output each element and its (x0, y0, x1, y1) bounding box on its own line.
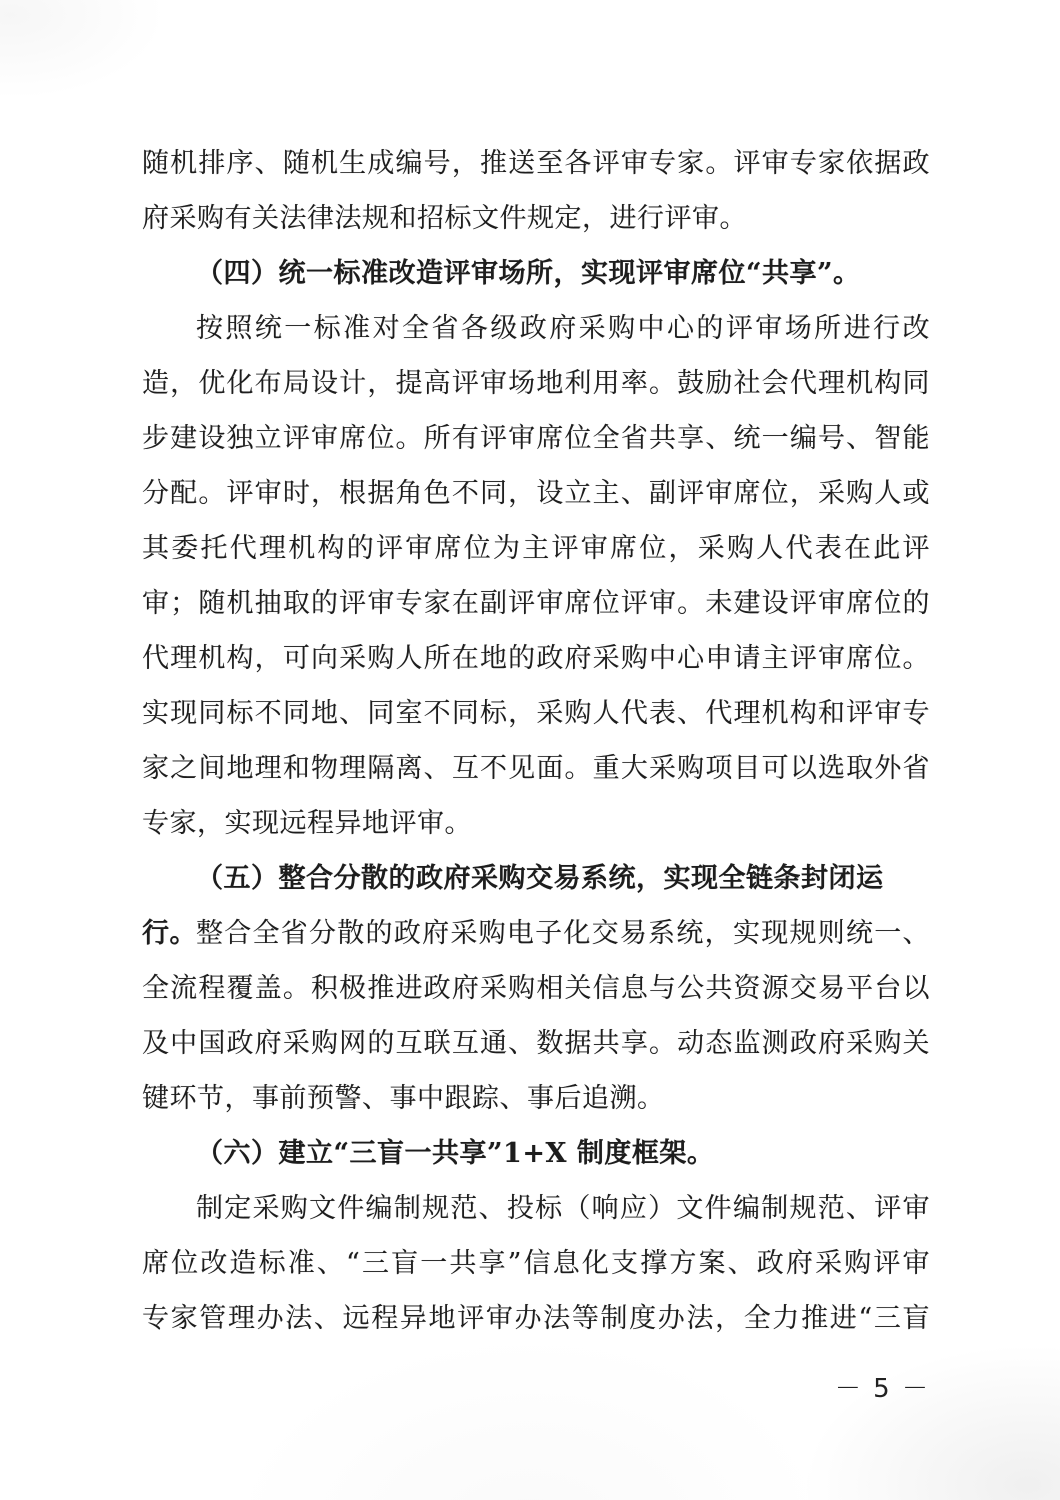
body-text-line: 专家，实现远程异地评审。 (142, 808, 472, 839)
body-text-line: 步建设独立评审席位。所有评审席位全省共享、统一编号、智能 (142, 423, 930, 454)
body-text-line: 制定采购文件编制规范、投标（响应）文件编制规范、评审 (196, 1193, 930, 1224)
document-body (142, 136, 930, 1346)
body-text-line: 府采购有关法律法规和招标文件规定，进行评审。 (142, 203, 747, 234)
body-text-line: 实现同标不同地、同室不同标，采购人代表、代理机构和评审专 (142, 698, 930, 729)
body-text-line: 代理机构，可向采购人所在地的政府采购中心申请主评审席位。 (142, 643, 930, 674)
body-text-line: 席位改造标准、“三盲一共享”信息化支撑方案、政府采购评审 (142, 1248, 930, 1279)
body-text-line: 键环节，事前预警、事中跟踪、事后追溯。 (142, 1083, 665, 1114)
body-text-line: 其委托代理机构的评审席位为主评审席位，采购人代表在此评 (142, 533, 930, 564)
body-text-line: 家之间地理和物理隔离、互不见面。重大采购项目可以选取外省 (142, 753, 930, 784)
section-heading-4: （四）统一标准改造评审场所，实现评审席位“共享”。 (196, 258, 861, 289)
body-text-line: 分配。评审时，根据角色不同，设立主、副评审席位，采购人或 (142, 478, 930, 509)
body-text-line: 及中国政府采购网的互联互通、数据共享。动态监测政府采购关 (142, 1028, 930, 1059)
body-text-line: 整合全省分散的政府采购电子化交易系统，实现规则统一、 (196, 918, 930, 949)
section-heading-6: （六）建立“三盲一共享”1+X 制度框架。 (196, 1138, 715, 1169)
body-text-line: 造，优化布局设计，提高评审场地利用率。鼓励社会代理机构同 (142, 368, 930, 399)
body-text-line: 审；随机抽取的评审专家在副评审席位评审。未建设评审席位的 (142, 588, 930, 619)
section-heading-5: （五）整合分散的政府采购交易系统，实现全链条封闭运行。 (142, 863, 884, 949)
body-text-line: 全流程覆盖。积极推进政府采购相关信息与公共资源交易平台以 (142, 973, 930, 1004)
body-text-line: 随机排序、随机生成编号，推送至各评审专家。评审专家依据政 (142, 148, 930, 179)
body-text-line: 专家管理办法、远程异地评审办法等制度办法，全力推进“三盲 (142, 1303, 930, 1334)
body-text-line: 按照统一标准对全省各级政府采购中心的评审场所进行改 (196, 313, 930, 344)
page-number: － 5 － (834, 1374, 930, 1404)
